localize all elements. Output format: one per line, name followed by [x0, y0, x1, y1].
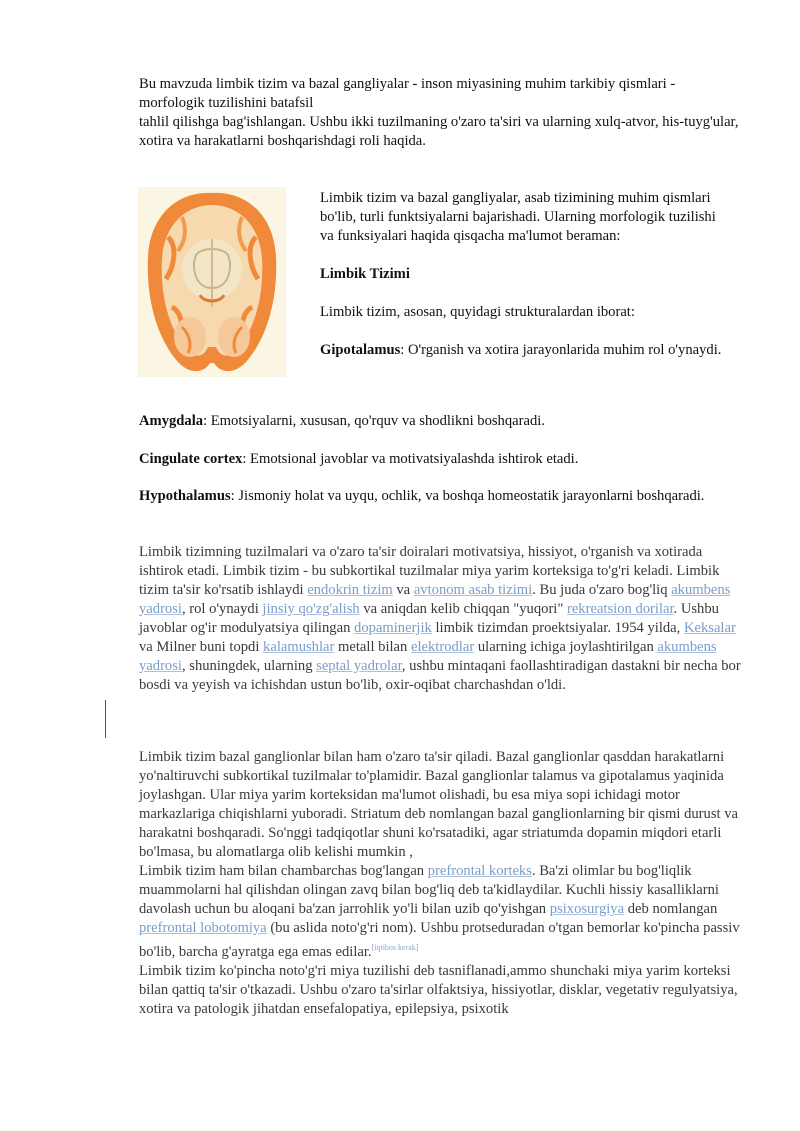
text-run: . Ushbu javoblar og'ir modulyatsiya qilingan: [139, 601, 719, 636]
text-run: ularning ichiga joylashtirilgan: [474, 639, 658, 655]
brain-cross-section-image: [138, 187, 286, 377]
text-run: , ushbu mintaqani faollashtiradigan dastakni bir necha bor bosdi va yeyish va ichishdan ustun bo'lib, oxir-oqibat charchashdan o'ldi.: [139, 658, 741, 693]
link-prefrontal-lobotomiya[interactable]: prefrontal lobotomiya: [139, 920, 267, 936]
def-text: : Jismoniy holat va uyqu, ochlik, va boshqa homeostatik jarayonlarni boshqaradi.: [230, 488, 705, 504]
right-column: [320, 189, 730, 360]
right-intro-paragraph: Limbik tizim va bazal gangliyalar, asab tizimining muhim qismlari bo'lib, turli funktsiyalarni bajarishadi. Ularning morfologik tuzilishi va funksiyalari haqida qisqacha ma'lumot beraman:: [320, 190, 716, 244]
structures-intro: Limbik tizim, asosan, quyidagi strukturalardan iborat:: [320, 304, 635, 320]
text-run: Limbik tizim ham bilan chambarchas bog'langan: [139, 863, 428, 879]
text-run: . Ba'zi olimlar bu bog'liqlik muammolarni hal qilishdan olingan zavq bilan bog'liq deb ta'kidlaydilar. Kuchli hissiy kasalliklarni davolash uchun bu aloqani ba'zan jarrohlik yo'li bilan uzib qo'yishgan: [139, 863, 719, 917]
link-rekreatsion[interactable]: rekreatsion dorilar: [566, 601, 674, 617]
link-prefrontal-korteks[interactable]: prefrontal korteks: [427, 863, 532, 879]
text-run: va Milner buni topdi: [139, 639, 264, 655]
link-endokrin[interactable]: endokrin tizim: [307, 582, 393, 598]
link-akumbens-2[interactable]: akumbens yadrosi: [139, 639, 717, 674]
text-run: deb nomlangan: [624, 901, 718, 917]
limbik-paragraph: [139, 543, 744, 695]
text-run: , shuningdek, ularning: [181, 658, 317, 674]
text-run: va aniqdan kelib chiqqan "yuqori": [359, 601, 567, 617]
link-akumbens[interactable]: akumbens yadrosi: [139, 582, 731, 617]
intro-line-2: tahlil qilishga bag'ishlangan. Ushbu ikki tuzilmaning o'zaro ta'siri va ularning xulq-atvor, his-tuyg'ular, xotira va harakatlarni boshqarishdagi roli haqida.: [139, 114, 739, 149]
link-keksalar[interactable]: Keksalar: [683, 620, 736, 636]
bazal-paragraph: Limbik tizim bazal ganglionlar bilan ham o'zaro ta'sir qiladi. Bazal ganglionlar qasddan harakatlarni yo'naltiruvchi subkortikal tuzilmalar to'plamidir. Bazal ganglionlar talamus va gipotalamus yaqinida joylashgan. Ular miya yarim korteksidan ma'lumot olishadi, bu esa miya sopi ichidagi motor markazlariga chiqishlarni yuboradi. Striatum deb nomlangan bazal ganglionlarning bir qismi durust va harakatni boshqaradi. So'nggi tadqiqotlar shuni ko'rsatadiki, agar striatumda dopamin miqdori etarli bo'lmasa, bu alomatlarga olib kelishi mumkin ,: [139, 749, 738, 860]
def-text: : Emotsional javoblar va motivatsiyalashda ishtirok etadi.: [242, 451, 579, 467]
text-run: Limbik tizimning tuzilmalari va o'zaro ta'sir doiralari motivatsiya, hissiyot, o'rganish va xotirada ishtirok etadi. Limbik tizim - bu subkortikal tuzilmalar miya yarim korteksiga to'g'ri keladi. Limbik tizim ta'sir ko'rsatib ishlaydi: [139, 544, 720, 598]
final-paragraph: Limbik tizim ko'pincha noto'g'ri miya tuzilishi deb tasniflanadi,ammo shunchaki miya yarim korteksi bilan qattiq ta'sir o'tkazadi. Ushbu o'zaro ta'sirlar olfaktsiya, hissiyotlar, disklar, vegetativ regulyatsiya, xotira va patologik jihatdan ensefalopatiya, epilepsiya, psixotik: [139, 962, 738, 1017]
def-hypothalamus: [139, 487, 744, 506]
text-run: va: [392, 582, 414, 598]
def-text: : Emotsiyalarni, xususan, qo'rquv va shodlikni boshqaradi.: [203, 413, 545, 429]
link-psixosurgiya[interactable]: psixosurgiya: [549, 901, 625, 917]
brain-illustration: [138, 187, 286, 377]
link-elektrodlar[interactable]: elektrodlar: [410, 639, 475, 655]
link-septal[interactable]: septal yadrolar: [316, 658, 402, 674]
def-term: Cingulate cortex: [139, 451, 243, 467]
def-term: Amygdala: [139, 413, 204, 429]
bazal-section: [139, 748, 744, 1019]
link-dopaminerjik[interactable]: dopaminerjik: [354, 620, 432, 636]
link-jinsiy[interactable]: jinsiy qo'zg'alish: [262, 601, 360, 617]
link-kalamushlar[interactable]: kalamushlar: [263, 639, 335, 655]
text-run: . Bu juda o'zaro bog'liq: [532, 582, 672, 598]
text-run: limbik tizimdan proektsiyalar. 1954 yilda,: [431, 620, 684, 636]
def-cingulate: [139, 450, 744, 469]
link-avtonom[interactable]: avtonom asab tizimi: [413, 582, 533, 598]
text-cursor: [105, 700, 106, 738]
limbik-heading: Limbik Tizimi: [320, 266, 410, 282]
text-run: metall bilan: [334, 639, 411, 655]
def-term: Gipotalamus: [320, 342, 401, 358]
def-term: Hypothalamus: [139, 488, 231, 504]
intro-paragraph: [139, 75, 744, 151]
def-gipotalamus: [320, 341, 730, 360]
intro-line-1: Bu mavzuda limbik tizim va bazal gangliyalar - inson miyasining muhim tarkibiy qismlari - morfologik tuzilishini batafsil: [139, 76, 676, 111]
def-text: : O'rganish va xotira jarayonlarida muhim rol o'ynaydi.: [400, 342, 722, 358]
def-amygdala: [139, 412, 744, 431]
text-run: , rol o'ynaydi: [181, 601, 263, 617]
text-run: (bu aslida noto'g'ri nom). Ushbu protseduradan o'tgan bemorlar ko'pincha passiv bo'lib, barcha g'ayratga ega emas edilar.: [139, 920, 740, 960]
citation-needed-link[interactable]: [iqtibos kerak]: [371, 943, 419, 952]
